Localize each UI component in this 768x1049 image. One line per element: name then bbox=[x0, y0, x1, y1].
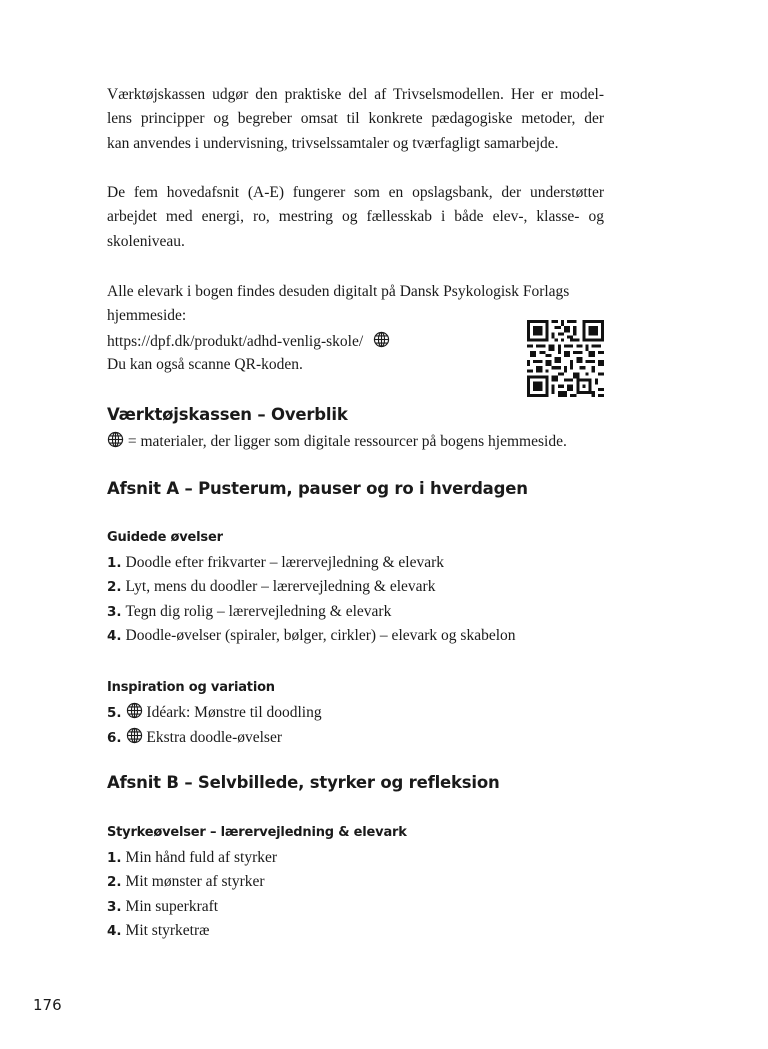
list-item bbox=[107, 898, 218, 916]
item-number: 4. bbox=[107, 628, 122, 644]
item-text: Mit mønster af styrker bbox=[125, 873, 265, 890]
globe-icon bbox=[107, 431, 124, 448]
section-a-subheading-2: Inspiration og variation bbox=[107, 680, 275, 695]
website-link[interactable]: https://dpf.dk/produkt/adhd-venlig-skole/ bbox=[107, 333, 364, 350]
item-number: 5. bbox=[107, 705, 122, 721]
section-b-title: Afsnit B – Selvbillede, styrker og refleksion bbox=[107, 773, 500, 792]
list-item bbox=[107, 627, 516, 645]
list-item bbox=[107, 849, 277, 867]
item-text: Doodle-øvelser (spiraler, bølger, cirkler) – elevark og skabelon bbox=[125, 627, 516, 644]
qr-code[interactable] bbox=[527, 320, 604, 397]
intro-p3-line-1: Alle elevark i bogen findes desuden digitalt på Dansk Psykologisk Forlags bbox=[107, 283, 570, 300]
item-number: 2. bbox=[107, 874, 122, 890]
intro-p1-line-1: Værktøjskassen udgør den praktiske del af Trivselsmodellen. Her er model- bbox=[107, 86, 604, 103]
section-a-title: Afsnit A – Pusterum, pauser og ro i hverdagen bbox=[107, 479, 528, 498]
list-item bbox=[107, 578, 435, 596]
overview-legend bbox=[107, 431, 567, 451]
globe-icon bbox=[126, 702, 143, 719]
list-item bbox=[107, 922, 210, 940]
item-text: Min hånd fuld af styrker bbox=[125, 849, 278, 866]
item-number: 2. bbox=[107, 579, 122, 595]
globe-icon bbox=[373, 331, 390, 348]
scan-text: Du kan også scanne QR-koden. bbox=[107, 356, 303, 373]
intro-p3-line-2: hjemmeside: bbox=[107, 307, 187, 324]
list-item bbox=[107, 702, 322, 722]
item-number: 1. bbox=[107, 850, 122, 866]
intro-p1-line-2: lens principper og begreber omsat til konkrete pædagogiske metoder, der bbox=[107, 110, 604, 127]
section-b-subheading-1: Styrkeøvelser – lærervejledning & elevark bbox=[107, 825, 407, 840]
intro-url-line bbox=[107, 331, 390, 351]
overview-legend-text: = materialer, der ligger som digitale ressourcer på bogens hjemmeside. bbox=[127, 433, 567, 450]
globe-icon bbox=[126, 727, 143, 744]
overview-title: Værktøjskassen – Overblik bbox=[107, 405, 348, 424]
item-text: Lyt, mens du doodler – lærervejledning & elevark bbox=[125, 578, 436, 595]
list-item bbox=[107, 727, 282, 747]
item-text: Tegn dig rolig – lærervejledning & elevark bbox=[125, 603, 392, 620]
item-text: Ekstra doodle-øvelser bbox=[146, 729, 282, 746]
list-item bbox=[107, 603, 391, 621]
intro-p2-line-2: arbejdet med energi, ro, mestring og fællesskab i både elev-, klasse- og bbox=[107, 208, 604, 225]
section-a-subheading-1: Guidede øvelser bbox=[107, 530, 223, 545]
intro-p2-line-3: skoleniveau. bbox=[107, 233, 185, 250]
item-number: 3. bbox=[107, 604, 122, 620]
item-number: 4. bbox=[107, 923, 122, 939]
page-number: 176 bbox=[33, 996, 62, 1014]
item-number: 1. bbox=[107, 555, 122, 571]
list-item bbox=[107, 873, 265, 891]
intro-p1-line-3: kan anvendes i undervisning, trivselssamtaler og tværfagligt samarbejde. bbox=[107, 135, 559, 152]
item-number: 6. bbox=[107, 730, 122, 746]
item-text: Idéark: Mønstre til doodling bbox=[146, 704, 322, 721]
item-text: Mit styrketræ bbox=[125, 922, 210, 939]
list-item bbox=[107, 554, 444, 572]
item-number: 3. bbox=[107, 899, 122, 915]
item-text: Min superkraft bbox=[125, 898, 219, 915]
intro-p2-line-1: De fem hovedafsnit (A-E) fungerer som en opslagsbank, der understøtter bbox=[107, 184, 604, 201]
item-text: Doodle efter frikvarter – lærervejledning & elevark bbox=[125, 554, 445, 571]
